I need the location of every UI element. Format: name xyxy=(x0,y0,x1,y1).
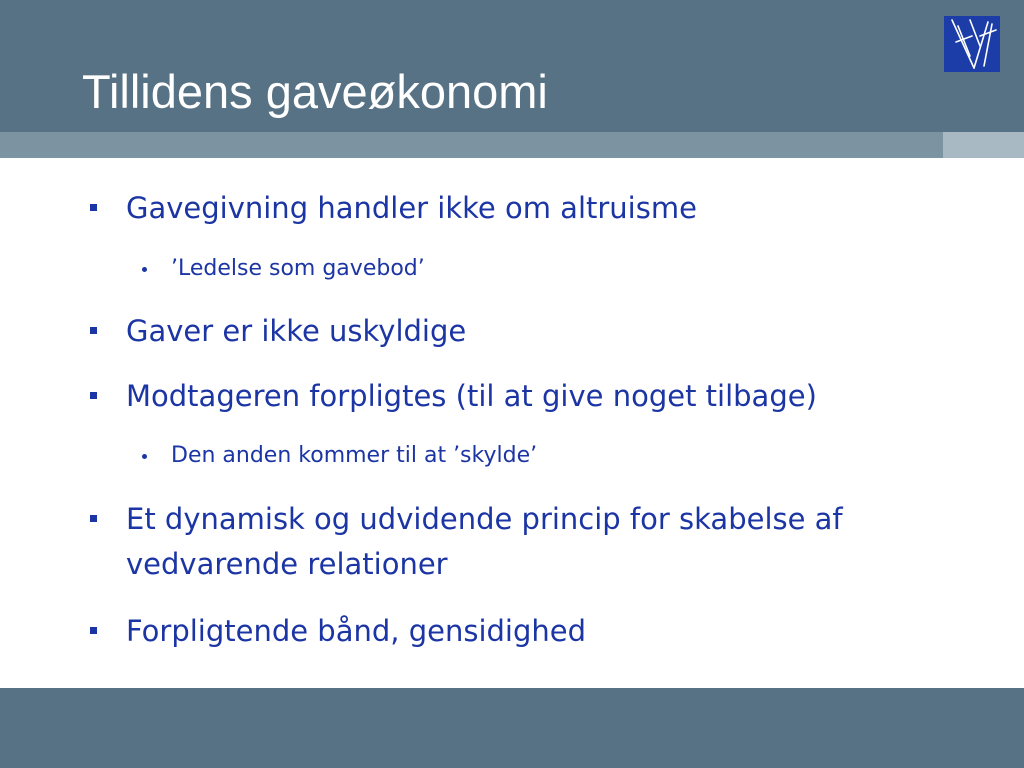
square-bullet-icon xyxy=(90,392,97,399)
square-bullet-icon xyxy=(90,627,97,634)
slide-title: Tillidens gaveøkonomi xyxy=(82,65,548,118)
square-bullet-icon xyxy=(90,515,97,522)
bullet-item: Et dynamisk og udvidende princip for skabelse af xyxy=(126,502,843,536)
bullet-item: Gaver er ikke uskyldige xyxy=(126,314,467,348)
footer-band xyxy=(0,688,1024,768)
bullet-item: Modtageren forpligtes (til at give noget tilbage) xyxy=(126,379,817,413)
dot-bullet-icon xyxy=(142,267,147,272)
square-bullet-icon xyxy=(90,327,97,334)
sub-bullet-item: Den anden kommer til at ’skylde’ xyxy=(171,443,538,468)
bullet-item: Gavegivning handler ikke om altruisme xyxy=(126,191,697,225)
bullet-item-continuation: vedvarende relationer xyxy=(126,547,448,581)
bullet-item: Forpligtende bånd, gensidighed xyxy=(126,614,587,648)
square-bullet-icon xyxy=(90,204,97,211)
sub-bullet-item: ’Ledelse som gavebod’ xyxy=(171,256,425,281)
dot-bullet-icon xyxy=(142,454,147,459)
